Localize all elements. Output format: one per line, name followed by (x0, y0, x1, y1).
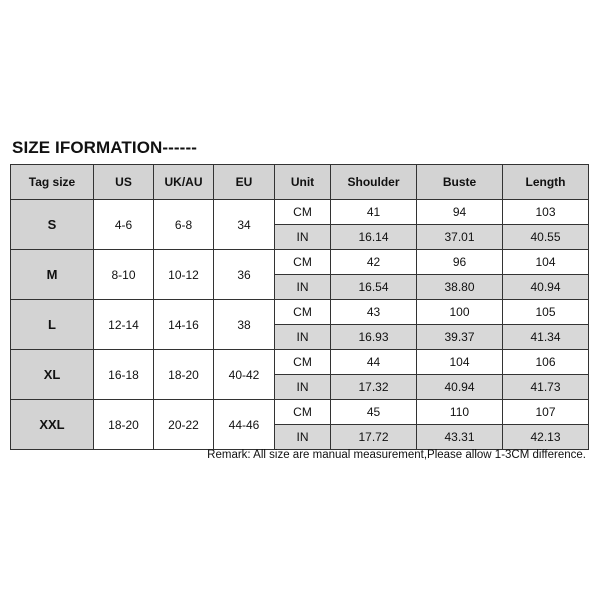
tag-size-cell: S (11, 200, 94, 250)
tag-size-cell: XL (11, 350, 94, 400)
header-buste: Buste (417, 165, 503, 200)
length-cell: 105 (503, 300, 589, 325)
buste-cell: 39.37 (417, 325, 503, 350)
eu-size-cell: 38 (214, 300, 275, 350)
unit-cell: CM (275, 200, 331, 225)
shoulder-cell: 45 (331, 400, 417, 425)
uk-au-size-cell: 10-12 (154, 250, 214, 300)
remark-note: Remark: All size are manual measurement,Please allow 1-3CM difference. (207, 449, 586, 461)
header-eu: EU (214, 165, 275, 200)
unit-cell: IN (275, 325, 331, 350)
table-header-row (11, 165, 589, 200)
length-cell: 41.73 (503, 375, 589, 400)
length-cell: 41.34 (503, 325, 589, 350)
table-row (11, 300, 589, 325)
shoulder-cell: 16.14 (331, 225, 417, 250)
shoulder-cell: 17.32 (331, 375, 417, 400)
header-shoulder: Shoulder (331, 165, 417, 200)
shoulder-cell: 44 (331, 350, 417, 375)
eu-size-cell: 36 (214, 250, 275, 300)
uk-au-size-cell: 14-16 (154, 300, 214, 350)
buste-cell: 38.80 (417, 275, 503, 300)
unit-cell: IN (275, 225, 331, 250)
unit-cell: IN (275, 275, 331, 300)
us-size-cell: 18-20 (94, 400, 154, 450)
uk-au-size-cell: 20-22 (154, 400, 214, 450)
uk-au-size-cell: 6-8 (154, 200, 214, 250)
eu-size-cell: 44-46 (214, 400, 275, 450)
table-row (11, 350, 589, 375)
buste-cell: 43.31 (417, 425, 503, 450)
buste-cell: 104 (417, 350, 503, 375)
us-size-cell: 4-6 (94, 200, 154, 250)
us-size-cell: 16-18 (94, 350, 154, 400)
shoulder-cell: 43 (331, 300, 417, 325)
us-size-cell: 8-10 (94, 250, 154, 300)
unit-cell: CM (275, 250, 331, 275)
length-cell: 42.13 (503, 425, 589, 450)
shoulder-cell: 42 (331, 250, 417, 275)
shoulder-cell: 17.72 (331, 425, 417, 450)
length-cell: 103 (503, 200, 589, 225)
unit-cell: IN (275, 425, 331, 450)
unit-cell: CM (275, 350, 331, 375)
length-cell: 106 (503, 350, 589, 375)
eu-size-cell: 34 (214, 200, 275, 250)
buste-cell: 94 (417, 200, 503, 225)
tag-size-cell: XXL (11, 400, 94, 450)
header-tag-size: Tag size (11, 165, 94, 200)
shoulder-cell: 16.54 (331, 275, 417, 300)
length-cell: 104 (503, 250, 589, 275)
length-cell: 40.55 (503, 225, 589, 250)
length-cell: 40.94 (503, 275, 589, 300)
unit-cell: CM (275, 300, 331, 325)
header-unit: Unit (275, 165, 331, 200)
buste-cell: 100 (417, 300, 503, 325)
size-table (10, 164, 589, 450)
unit-cell: IN (275, 375, 331, 400)
buste-cell: 96 (417, 250, 503, 275)
table-row (11, 400, 589, 425)
table-row (11, 200, 589, 225)
page-title: SIZE IFORMATION------ (12, 138, 197, 157)
uk-au-size-cell: 18-20 (154, 350, 214, 400)
unit-cell: CM (275, 400, 331, 425)
tag-size-cell: M (11, 250, 94, 300)
us-size-cell: 12-14 (94, 300, 154, 350)
header-us: US (94, 165, 154, 200)
buste-cell: 37.01 (417, 225, 503, 250)
length-cell: 107 (503, 400, 589, 425)
shoulder-cell: 41 (331, 200, 417, 225)
buste-cell: 110 (417, 400, 503, 425)
shoulder-cell: 16.93 (331, 325, 417, 350)
header-length: Length (503, 165, 589, 200)
buste-cell: 40.94 (417, 375, 503, 400)
table-row (11, 250, 589, 275)
tag-size-cell: L (11, 300, 94, 350)
header-uk-au: UK/AU (154, 165, 214, 200)
eu-size-cell: 40-42 (214, 350, 275, 400)
